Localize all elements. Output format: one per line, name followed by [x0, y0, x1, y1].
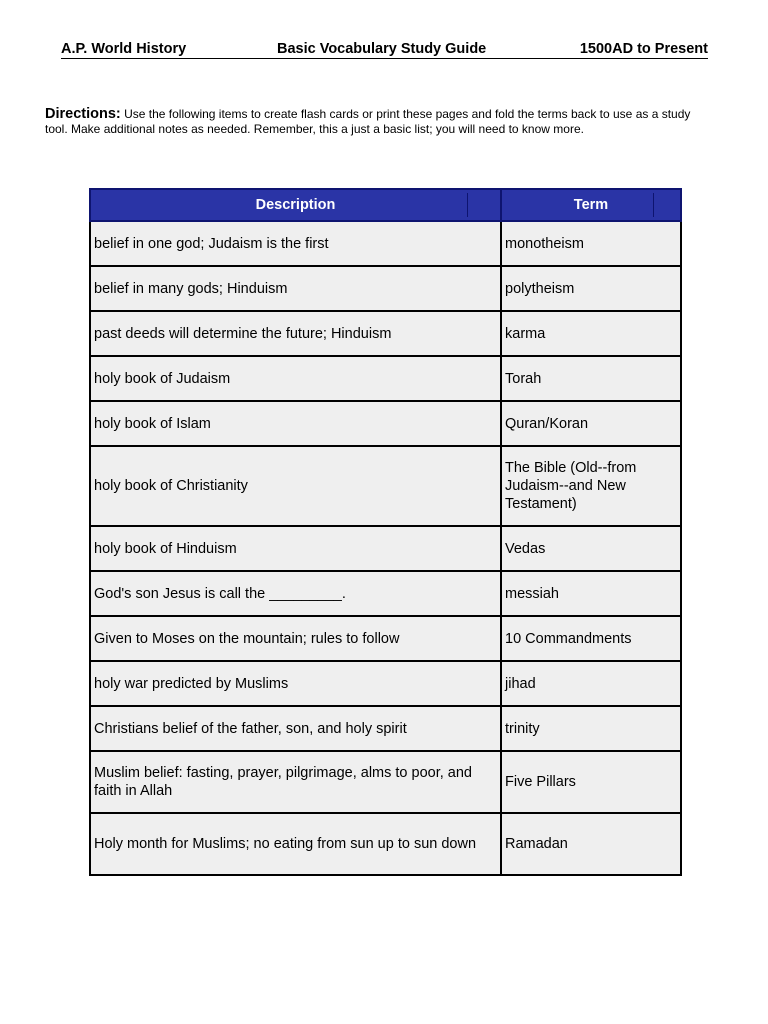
page-header — [61, 40, 708, 59]
table-row — [90, 751, 681, 813]
description-cell: Muslim belief: fasting, prayer, pilgrimage, alms to poor, and faith in Allah — [90, 751, 501, 813]
vocabulary-table — [89, 188, 682, 876]
description-cell: Holy month for Muslims; no eating from sun up to sun down — [90, 813, 501, 875]
term-cell: karma — [501, 311, 681, 356]
description-cell: God's son Jesus is call the _________. — [90, 571, 501, 616]
description-cell: holy book of Islam — [90, 401, 501, 446]
description-header-label: Description — [255, 197, 336, 213]
time-period: 1500AD to Present — [579, 41, 708, 57]
directions-text: Use the following items to create flash cards or print these pages and fold the terms back to use as a study tool. Make additional notes as needed. Remember, this a just a basic list; you will need to know more. — [45, 107, 691, 136]
table-row — [90, 813, 681, 875]
term-cell: Vedas — [501, 526, 681, 571]
table-row — [90, 571, 681, 616]
table-header-row — [90, 189, 681, 221]
guide-title: Basic Vocabulary Study Guide — [277, 41, 487, 57]
term-cell: messiah — [501, 571, 681, 616]
table-row — [90, 221, 681, 266]
description-column-header — [90, 189, 501, 221]
term-cell: jihad — [501, 661, 681, 706]
term-cell: monotheism — [501, 221, 681, 266]
directions-label: Directions: — [45, 106, 121, 122]
description-cell: holy book of Judaism — [90, 356, 501, 401]
term-cell: The Bible (Old--from Judaism--and New Testament) — [501, 446, 681, 526]
description-cell: Christians belief of the father, son, and holy spirit — [90, 706, 501, 751]
term-cell: 10 Commandments — [501, 616, 681, 661]
table-row — [90, 661, 681, 706]
header-divider — [653, 193, 654, 217]
description-cell: holy war predicted by Muslims — [90, 661, 501, 706]
description-cell: holy book of Hinduism — [90, 526, 501, 571]
term-column-header — [501, 189, 681, 221]
directions — [45, 107, 695, 137]
description-cell: Given to Moses on the mountain; rules to follow — [90, 616, 501, 661]
table-row — [90, 356, 681, 401]
table-row — [90, 446, 681, 526]
description-cell: holy book of Christianity — [90, 446, 501, 526]
term-cell: Ramadan — [501, 813, 681, 875]
table-row — [90, 311, 681, 356]
course-title: A.P. World History — [61, 41, 187, 57]
term-cell: polytheism — [501, 266, 681, 311]
table-row — [90, 706, 681, 751]
term-cell: Quran/Koran — [501, 401, 681, 446]
description-cell: past deeds will determine the future; Hinduism — [90, 311, 501, 356]
header-divider — [467, 193, 468, 217]
term-cell: trinity — [501, 706, 681, 751]
table-row — [90, 526, 681, 571]
term-cell: Five Pillars — [501, 751, 681, 813]
table-row — [90, 616, 681, 661]
term-cell: Torah — [501, 356, 681, 401]
term-header-label: Term — [573, 197, 609, 213]
table-row — [90, 401, 681, 446]
table-row — [90, 266, 681, 311]
description-cell: belief in many gods; Hinduism — [90, 266, 501, 311]
description-cell: belief in one god; Judaism is the first — [90, 221, 501, 266]
